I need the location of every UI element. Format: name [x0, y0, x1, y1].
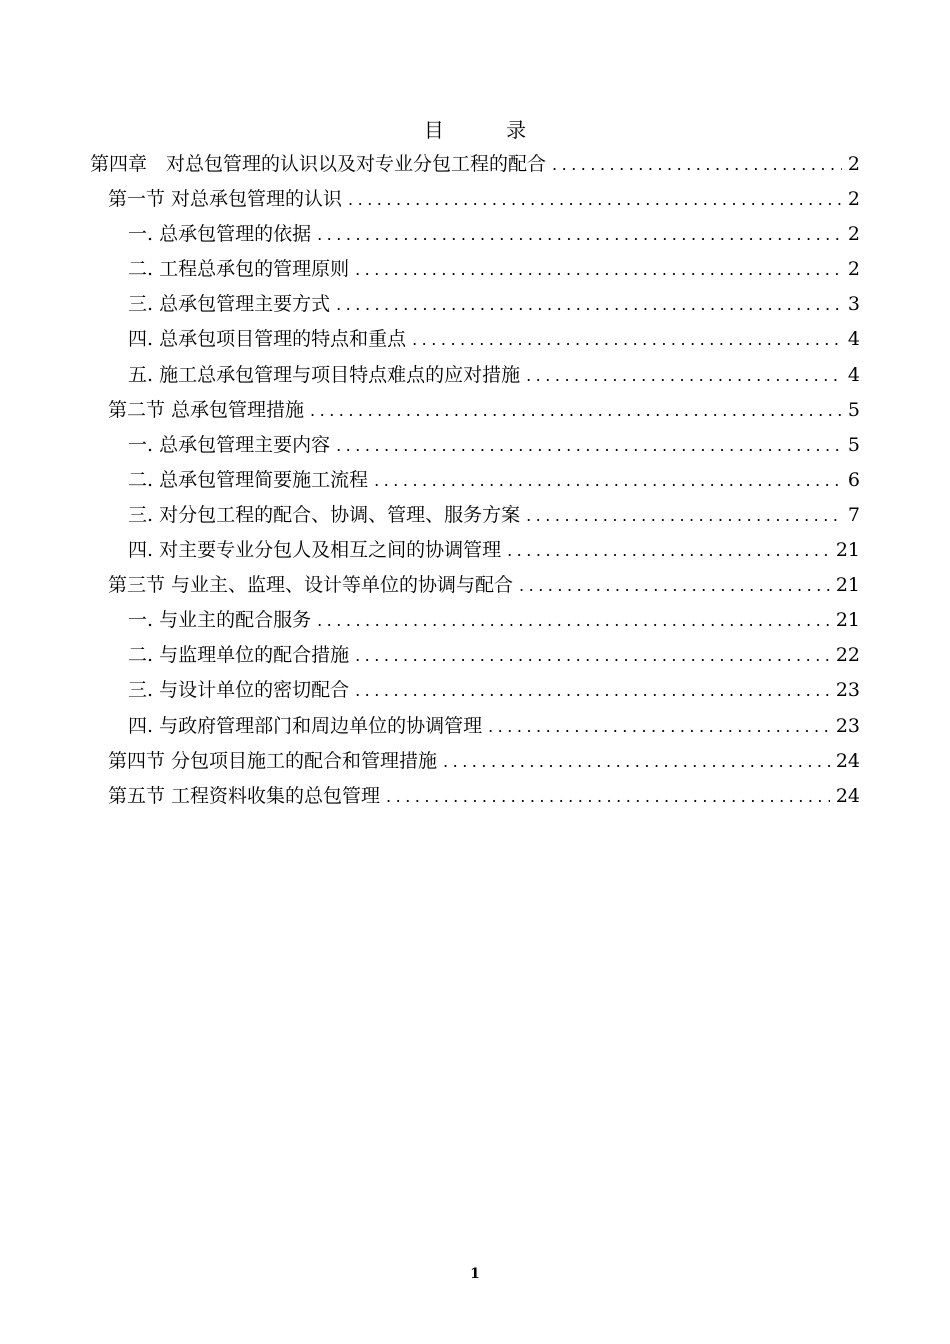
toc-entry[interactable]	[90, 393, 860, 428]
toc-leader-dots	[552, 147, 842, 182]
toc-entry[interactable]	[90, 322, 860, 357]
toc-entry-text: 四. 与政府管理部门和周边单位的协调管理	[128, 714, 483, 737]
toc-entry[interactable]	[90, 287, 860, 322]
toc-leader-dots	[317, 217, 842, 252]
toc-entry-text: 一. 总承包管理主要内容	[128, 433, 331, 456]
toc-entry[interactable]	[90, 779, 860, 814]
toc-entry-page: 23	[835, 714, 860, 737]
toc-entry[interactable]	[90, 673, 860, 708]
toc-entry-page: 22	[835, 644, 860, 667]
toc-entry-page: 21	[835, 609, 860, 632]
toc-entry-text: 第四章 对总包管理的认识以及对专业分包工程的配合	[90, 153, 547, 175]
toc-entry[interactable]	[90, 182, 860, 217]
toc-entry-page: 23	[835, 679, 860, 702]
toc-entry[interactable]	[90, 498, 860, 533]
toc-list	[90, 147, 860, 814]
page-number: 1	[470, 1266, 480, 1282]
toc-entry[interactable]	[90, 428, 860, 463]
toc-leader-dots	[526, 358, 842, 393]
toc-entry-text: 第五节 工程资料收集的总包管理	[108, 784, 381, 807]
toc-leader-dots	[412, 322, 842, 357]
toc-entry[interactable]	[90, 252, 860, 287]
toc-leader-dots	[519, 568, 830, 603]
toc-entry-page: 3	[847, 293, 860, 316]
toc-entry[interactable]	[90, 358, 860, 393]
toc-entry[interactable]	[90, 603, 860, 638]
toc-leader-dots	[443, 744, 830, 779]
toc-entry-page: 2	[847, 188, 860, 211]
toc-entry-page: 2	[847, 223, 860, 246]
toc-leader-dots	[317, 603, 830, 638]
toc-leader-dots	[386, 779, 830, 814]
toc-entry-page: 5	[847, 398, 860, 421]
toc-entry-text: 二. 工程总承包的管理原则	[128, 258, 350, 281]
toc-leader-dots	[355, 638, 830, 673]
toc-leader-dots	[355, 252, 842, 287]
toc-leader-dots	[374, 463, 842, 498]
toc-entry[interactable]	[90, 463, 860, 498]
toc-entry-page: 2	[847, 153, 860, 175]
toc-entry-text: 二. 与监理单位的配合措施	[128, 644, 350, 667]
toc-entry-page: 4	[847, 328, 860, 351]
toc-leader-dots	[507, 533, 830, 568]
toc-entry-page: 4	[847, 363, 860, 386]
toc-title: 目 录	[423, 118, 555, 142]
toc-entry-text: 二. 总承包管理简要施工流程	[128, 468, 369, 491]
toc-entry-text: 一. 总承包管理的依据	[128, 223, 312, 246]
toc-entry-text: 第三节 与业主、监理、设计等单位的协调与配合	[108, 574, 514, 597]
toc-entry[interactable]	[90, 744, 860, 779]
toc-entry-text: 一. 与业主的配合服务	[128, 609, 312, 632]
toc-leader-dots	[355, 673, 830, 708]
toc-entry-page: 21	[835, 574, 860, 597]
toc-entry[interactable]	[90, 533, 860, 568]
toc-leader-dots	[336, 287, 842, 322]
toc-entry[interactable]	[90, 638, 860, 673]
toc-entry[interactable]	[90, 568, 860, 603]
toc-entry[interactable]	[90, 709, 860, 744]
toc-entry-text: 第二节 总承包管理措施	[108, 398, 305, 421]
toc-entry-page: 5	[847, 433, 860, 456]
toc-entry-text: 五. 施工总承包管理与项目特点难点的应对措施	[128, 363, 521, 386]
toc-entry-text: 三. 对分包工程的配合、协调、管理、服务方案	[128, 503, 521, 526]
toc-entry-page: 24	[835, 749, 860, 772]
toc-entry-page: 6	[847, 468, 860, 491]
toc-leader-dots	[310, 393, 842, 428]
toc-entry-page: 21	[835, 539, 860, 562]
toc-entry-page: 7	[847, 503, 860, 526]
toc-leader-dots	[526, 498, 842, 533]
toc-leader-dots	[336, 428, 842, 463]
toc-entry-text: 第一节 对总承包管理的认识	[108, 188, 343, 211]
toc-entry-text: 四. 总承包项目管理的特点和重点	[128, 328, 407, 351]
toc-entry[interactable]	[90, 147, 860, 182]
toc-entry[interactable]	[90, 217, 860, 252]
toc-entry-text: 三. 与设计单位的密切配合	[128, 679, 350, 702]
toc-entry-text: 第四节 分包项目施工的配合和管理措施	[108, 749, 438, 772]
toc-leader-dots	[348, 182, 842, 217]
toc-entry-text: 四. 对主要专业分包人及相互之间的协调管理	[128, 539, 502, 562]
toc-entry-page: 24	[835, 784, 860, 807]
toc-entry-page: 2	[847, 258, 860, 281]
toc-entry-text: 三. 总承包管理主要方式	[128, 293, 331, 316]
toc-leader-dots	[488, 709, 830, 744]
